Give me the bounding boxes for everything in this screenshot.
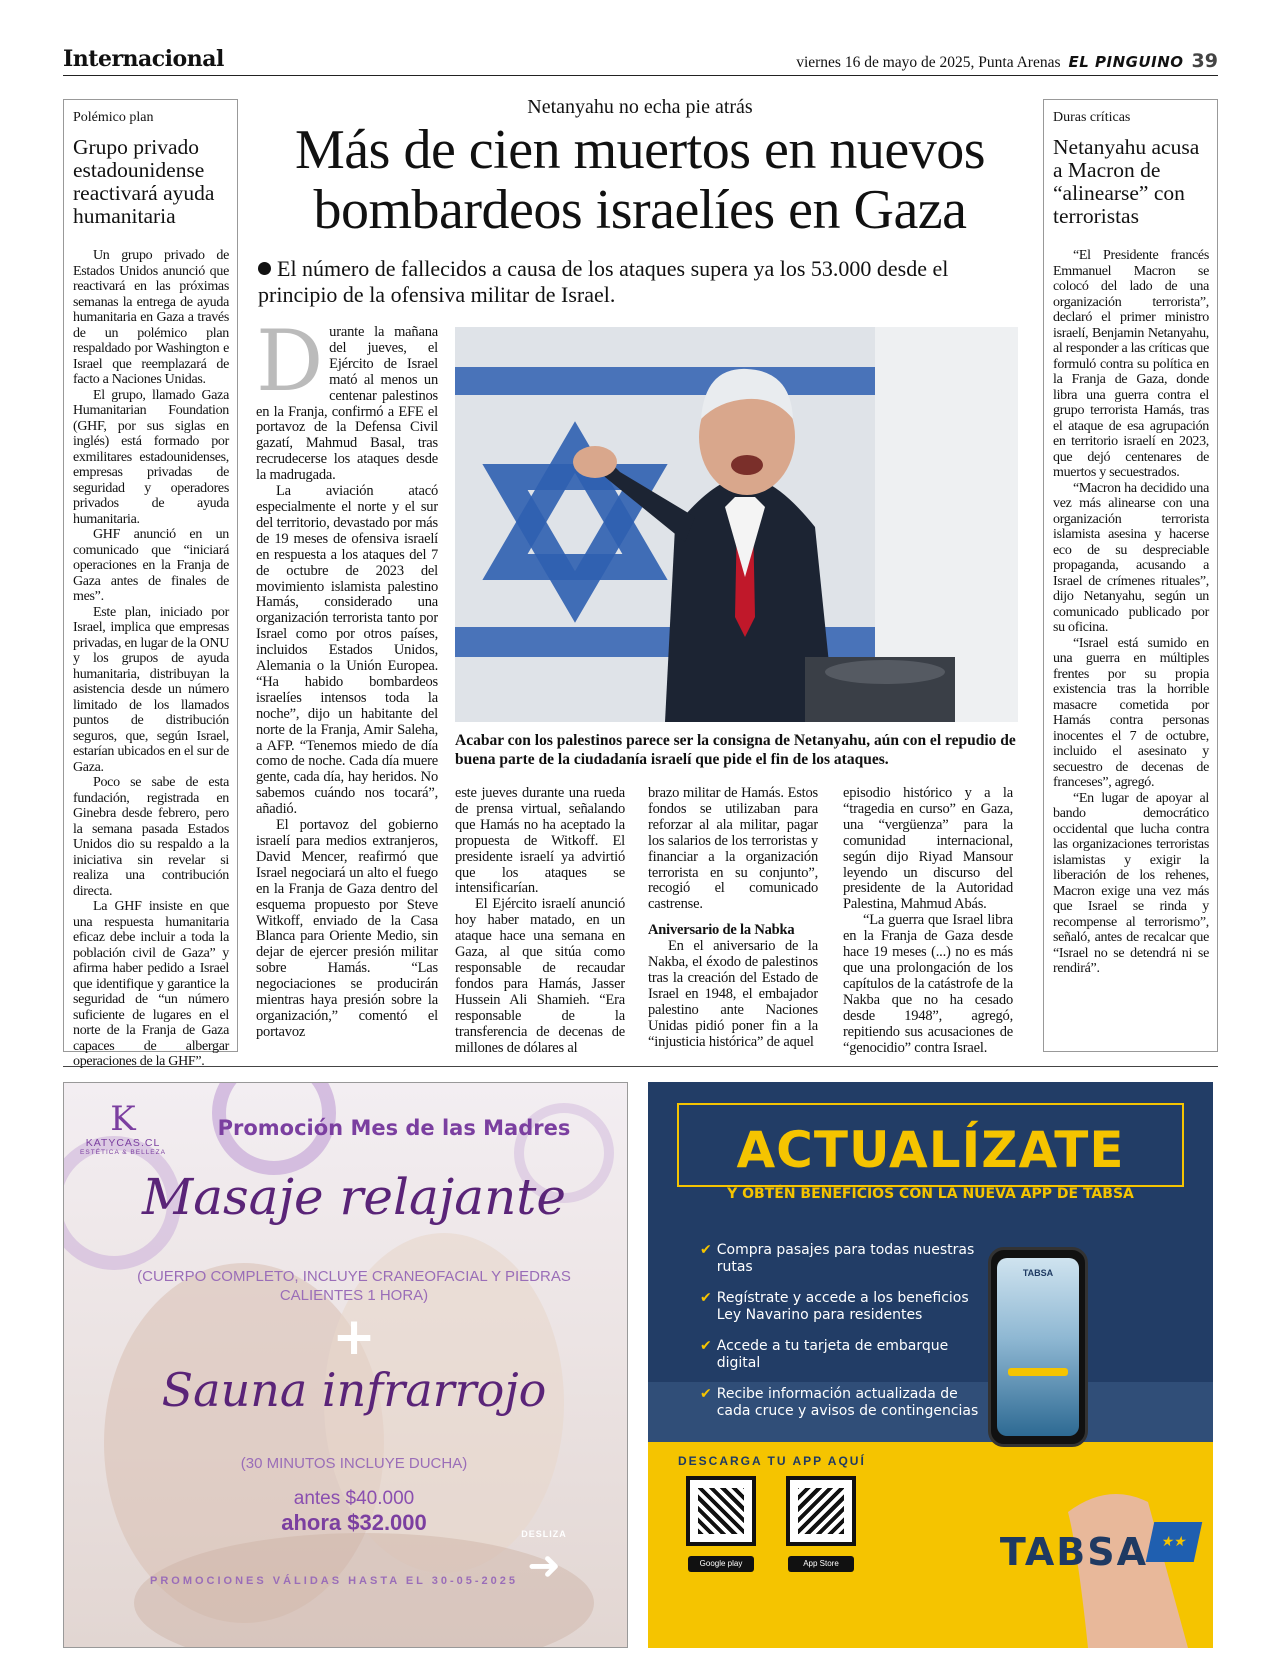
brand-subtitle: ESTÉTICA & BELLEZA [80, 1149, 166, 1156]
section-name: Internacional [63, 46, 224, 72]
benefit-item [700, 1290, 990, 1324]
price-before: antes $40.000 [293, 1488, 415, 1509]
download-label: DESCARGA TU APP AQUÍ [678, 1454, 866, 1468]
benefit-text: Recibe información actualizada de cada cruce y avisos de contingencias [716, 1386, 979, 1419]
plus-sign: + [332, 1307, 376, 1367]
service-script-1: Masaje relajante [142, 1168, 566, 1226]
publication-name: EL PINGUINO [1068, 53, 1184, 71]
sidebar-body [1053, 248, 1209, 977]
phone-screen [997, 1258, 1079, 1436]
google-play-badge[interactable]: Google play [688, 1556, 754, 1572]
sidebar-kicker: Duras críticas [1053, 110, 1131, 125]
check-icon: ✔ [700, 1290, 712, 1306]
sidebar-paragraph: Este plan, iniciado por Israel, implica que empresas privadas, en lugar de la ONU y los grupos de ayuda humanitaria, distribuyan la asistencia desde un número limitado de los llamados puntos de distribución seguros, que, según Israel, estarían ubicados en el sur de Gaza. [73, 604, 229, 775]
bullet-icon [258, 262, 271, 275]
phone-button [1008, 1368, 1068, 1376]
sidebar-paragraph: GHF anunció en un comunicado que “iniciará operaciones en la Franja de Gaza antes de finales de mes”. [73, 527, 229, 604]
check-icon: ✔ [700, 1242, 712, 1258]
article-paragraph: El Ejército israelí anunció hoy haber matado, en un ataque hace una semana en Gaza, al que sitúa como responsable de recaudar fondos para Hamás, Jasser Hussein Ali Shamieh. “Era responsable de la transferencia de decenas de millones de dólares al [455, 896, 625, 1056]
benefit-text: Regístrate y accede a los beneficios Ley Navarino para residentes [716, 1290, 969, 1323]
sidebar-paragraph: “Macron ha decidido una vez más alinearse con una organización terrorista islamista asesina y hacerse eco de su despreciable propaganda, acusando a Israel de crímenes rituales”, dijo Netanyahu, según un comunicado publicado por su oficina. [1053, 480, 1209, 635]
article-column-3 [648, 786, 818, 1056]
page-number: 39 [1191, 50, 1218, 72]
benefit-item [700, 1386, 990, 1420]
sidebar-paragraph: “En lugar de apoyar al bando democrático occidental que lucha contra las organizaciones terroristas islamistas y exigir la liberación de los rehenes, Macron exige una vez más que Israel se rinda y recompense al terrorismo”, señaló, antes de recalcar que “Israel no se detendrá ni se rendirá”. [1053, 790, 1209, 976]
article-paragraph: brazo militar de Hamás. Estos fondos se utilizaban para reforzar al ala militar, pagar los salarios de los terroristas y financiar a la organización terrorista en su conjunto”, recogió el comunicado castrense. [648, 786, 818, 913]
publication-date: viernes 16 de mayo de 2025, Punta Arenas [796, 54, 1061, 71]
sidebar-paragraph: El grupo, llamado Gaza Humanitarian Foundation (GHF, por sus siglas en inglés) está formado por exmilitares estadounidenses, empresas privadas de seguridad y operadores privados de ayuda humanitaria. [73, 387, 229, 527]
swipe-label: DESLIZA [521, 1529, 567, 1539]
tabsa-benefits-list [700, 1242, 990, 1420]
sidebar-paragraph: “Israel está sumido en una guerra en múltiples frentes por su propia existencia tras la horrible masacre cometida por Hamás contra personas inocentes el 7 de octubre, incluido el asesinato y secuestro de decenas de franceses”, agregó. [1053, 635, 1209, 790]
dek-text: El número de fallecidos a causa de los ataques supera ya los 53.000 desde el principio de la ofensiva militar de Israel. [258, 256, 949, 307]
article-paragraph: episodio histórico y a la “tragedia en curso” en Gaza, una “vergüenza” para la comunidad internacional, según dijo Riyad Mansour leyendo un discurso del presidente de la Autoridad Palestina, Mahmud Abás. [843, 786, 1013, 913]
benefit-text: Accede a tu tarjeta de embarque digital [716, 1338, 949, 1371]
logo-mark: K [110, 1099, 136, 1139]
sidebar-title: Grupo privado estadounidense reactivará ayuda humanitaria [73, 135, 215, 228]
article-paragraph: El portavoz del gobierno israelí para medios extranjeros, David Mencer, reafirmó que Israel negociará un alto el fuego en la Franja de Gaza dentro del esquema propuesto por Steve Witkoff, enviado de la Casa Blanca para Oriente Medio, sin dejar de ejercer presión militar sobre Hamás. “Las negociaciones se producirán mientras haya presión sobre la organización,” comentó el portavoz [256, 817, 438, 1040]
promo-validity: PROMOCIONES VÁLIDAS HASTA EL 30-05-2025 [149, 1575, 519, 1587]
qr-code-google[interactable] [686, 1476, 756, 1546]
left-sidebar-box [63, 99, 238, 1069]
check-icon: ✔ [700, 1338, 712, 1354]
katycas-advertisement[interactable] [63, 1082, 628, 1648]
tabsa-subhead: Y OBTÉN BENEFICIOS CON LA NUEVA APP DE TABSA [727, 1186, 1134, 1202]
drop-cap: D [256, 325, 324, 410]
header-meta [796, 50, 1218, 72]
sidebar-paragraph: Poco se sabe de esta fundación, registrada en Ginebra desde febrero, pero la semana pasada Estados Unidos dio su respaldo a la iniciativa sin revelar si realiza una contribución directa. [73, 775, 229, 899]
promo-title: Promoción Mes de las Madres [217, 1116, 571, 1140]
article-paragraph: este jueves durante una rueda de prensa virtual, señalando que Hamás no ha aceptado la propuesta de Witkoff. El presidente israelí ya advirtió que los ataques se intensificarían. [455, 786, 625, 897]
article-subhead: Aniversario de la Nabka [648, 922, 795, 939]
qr-code-apple[interactable] [786, 1476, 856, 1546]
first-paragraph-text: urante la mañana del jueves, el Ejército de Israel mató al menos un centenar palestinos en la Franja, confirmó a EFE el portavoz de la Defensa Civil gazatí, Mahmud Basal, tras recrudecerse los ataques desde la madrugada. [256, 325, 438, 484]
sidebar-title: Netanyahu acusa a Macron de “alinearse” con terroristas [1053, 135, 1200, 228]
swipe-arrow-icon[interactable]: ➜ [527, 1543, 561, 1589]
tabsa-headline: ACTUALÍZATE [736, 1121, 1125, 1179]
service-detail-1: (CUERPO COMPLETO, INCLUYE CRANEOFACIAL Y PIEDRAS CALIENTES 1 HORA) [137, 1268, 571, 1304]
article-first-paragraph [256, 325, 438, 484]
service-script-2: Sauna infrarrojo [161, 1363, 547, 1417]
service-detail-2: (30 MINUTOS INCLUYE DUCHA) [240, 1455, 468, 1472]
sidebar-paragraph: Un grupo privado de Estados Unidos anunció que reactivará en las próximas semanas la entrega de ayuda humanitaria en Gaza a través de un polémico plan respaldado por Washington e Israel que reemplazará de facto a Naciones Unidas. [73, 248, 229, 387]
benefit-item [700, 1242, 990, 1276]
check-icon: ✔ [700, 1386, 712, 1402]
benefit-item [700, 1338, 990, 1372]
phone-app-brand: TABSA [1022, 1268, 1054, 1278]
article-paragraph: “La guerra que Israel libra en la Franja de Gaza desde hace 19 meses (...) no es más que una prolongación de los capítulos de la catástrofe de la Nakba que no ha cesado desde 1948”, agregó, repitiendo sus acusaciones de “genocidio” contra Israel. [843, 912, 1013, 1056]
photo-illustration [455, 327, 1018, 722]
app-store-badge[interactable]: App Store [788, 1556, 854, 1572]
phone-mockup [988, 1247, 1088, 1447]
tabsa-advertisement[interactable] [648, 1082, 1213, 1648]
sidebar-body [73, 248, 229, 1070]
katycas-logo [78, 1101, 168, 1156]
main-dek [258, 256, 1018, 308]
benefit-text: Compra pasajes para todas nuestras rutas [716, 1242, 975, 1275]
article-column-1 [256, 325, 438, 1055]
sidebar-paragraph: La GHF insiste en que una respuesta humanitaria eficaz debe incluir a toda la población civil de Gaza” y afirma haber pedido a Israel que identifique y garantice la seguridad de “un número suficiente de lugares en el norte de la Franja de Gaza capaces de albergar operaciones de la GHF”. [73, 899, 229, 1069]
news-photo [455, 327, 1018, 722]
qr-pattern [798, 1488, 844, 1534]
article-column-4 [843, 786, 1013, 1056]
main-headline: Más de cien muertos en nuevos bombardeos israelíes en Gaza [295, 119, 985, 241]
article-paragraph: En el aniversario de la Nakba, el éxodo de palestinos tras la creación del Estado de Israel en 1948, el embajador palestino ante Naciones Unidas pidió poner fin a la “injusticia histórica” de aquel [648, 938, 818, 1050]
tabsa-logo: TABSA [999, 1530, 1148, 1574]
price-now: ahora $32.000 [281, 1510, 427, 1535]
stars-flag-icon: ★★ [1146, 1522, 1203, 1562]
photo-caption: Acabar con los palestinos parece ser la consigna de Netanyahu, aún con el repudio de buena parte de la ciudadanía israelí que pide el fin de los ataques. [455, 732, 1016, 768]
main-kicker: Netanyahu no echa pie atrás [527, 96, 753, 118]
sidebar-kicker: Polémico plan [73, 110, 154, 125]
page-header [63, 48, 1218, 76]
sidebar-paragraph: “El Presidente francés Emmanuel Macron se colocó del lado de una organización terrorista”, declaró el primer ministro israelí, Benjamin Netanyahu, al responder a las críticas que formuló contra su política en la Franja de Gaza, donde libra una guerra contra el grupo terrorista Hamás, tras el ataque de esa agrupación en territorio israelí en 2023, que dejó centenares de muertos y secuestrados. [1053, 248, 1209, 480]
section-divider [63, 1066, 1218, 1067]
right-sidebar-box [1043, 99, 1218, 1052]
qr-pattern [698, 1488, 744, 1534]
article-column-2 [455, 786, 625, 1056]
brand-name: KATYCAS.CL [85, 1137, 161, 1149]
article-paragraph: La aviación atacó especialmente el norte y el sur del territorio, devastado por más de 19 meses de ofensiva israelí en respuesta a los ataques del 7 de octubre de 2023 del movimiento islamista palestino Hamás, considerado una organización terrorista tanto por Israel como por otros países, incluidos Estados Unidos, Alemania o la Unión Europea. “Ha habido bombardeos israelíes intensos toda la noche”, dijo un habitante del norte de la Franja, Amir Saleha, a AFP. “Tenemos miedo de día como de noche. Cada día muere gente, cada día, hay heridos. No sabemos cuándo nos tocará”, añadió. [256, 483, 438, 818]
